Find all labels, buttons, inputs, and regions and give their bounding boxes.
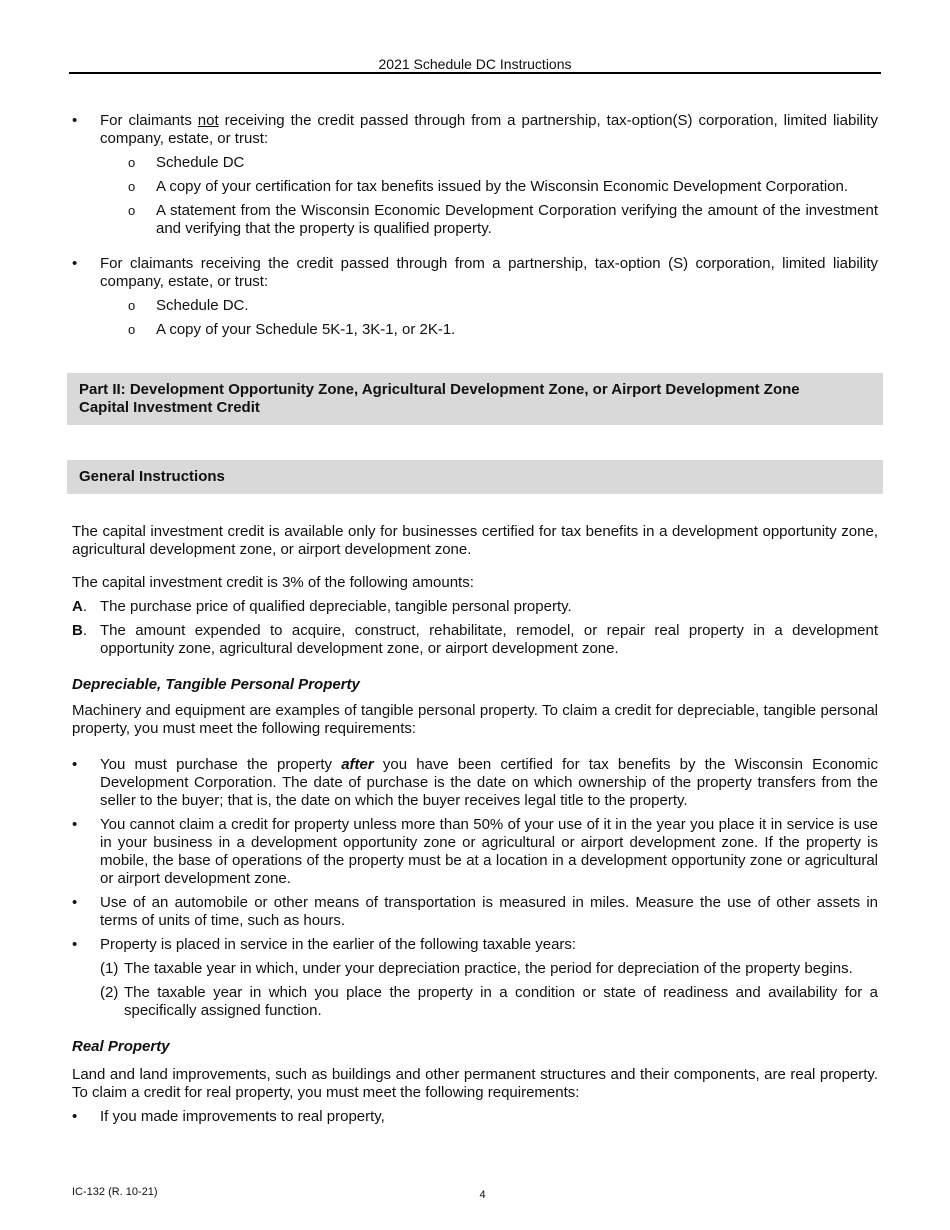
page-header-title: 2021 Schedule DC Instructions xyxy=(378,56,572,72)
bullet-dot: • xyxy=(72,112,78,129)
tangible-heading: Depreciable, Tangible Personal Property xyxy=(72,676,360,693)
circle-bullet: o xyxy=(128,155,136,170)
bullet-dot: • xyxy=(72,756,78,773)
general-para-1: The capital investment credit is available only for businesses certified for tax benefits in a development opportunity zone, agricultural development zone, or airport development zone. xyxy=(72,523,878,558)
real-property-heading: Real Property xyxy=(72,1038,170,1055)
bullet-dot: • xyxy=(72,936,78,953)
emphasis-not: not xyxy=(197,112,219,129)
header-rule xyxy=(69,72,881,74)
bullet-dot: • xyxy=(72,255,78,272)
real-property-intro: Land and land improvements, such as buildings and other permanent structures and their components, are real property. To claim a credit for real property, you must meet the following requirements: xyxy=(72,1066,878,1101)
general-instructions-heading: General Instructions xyxy=(67,460,883,494)
part2-heading: Part II: Development Opportunity Zone, Agricultural Development Zone, or Airport Development Zone Capital Investment Credit xyxy=(67,373,883,425)
tangible-bullet-1: • You must purchase the property after you have been certified for tax benefits by the Wisconsin Economic Development Corporation. The date of purchase is the date on which ownership of the property transfers from the seller to the buyer; that is, the date on which the buyer receives legal title to the property. xyxy=(72,756,878,809)
bullet-dot: • xyxy=(72,1108,78,1125)
item-a: A. The purchase price of qualified depreciable, tangible personal property. xyxy=(72,598,572,615)
tangible-bullet-3: • Use of an automobile or other means of transportation is measured in miles. Measure the use of other assets in terms of units of time, such as hours. xyxy=(72,894,878,929)
real-bullet-1: • If you made improvements to real property, xyxy=(72,1108,385,1125)
bullet-pass-through: • For claimants receiving the credit passed through from a partnership, tax-option (S) corporation, limited liability company, estate, or trust: xyxy=(72,255,878,290)
list-item: o A statement from the Wisconsin Economic Development Corporation verifying the amount of the investment and verifying that the property is qualified property. xyxy=(128,202,878,237)
bullet-dot: • xyxy=(72,894,78,911)
page-number: 4 xyxy=(479,1189,486,1201)
circle-bullet: o xyxy=(128,179,136,194)
form-number: IC-132 (R. 10-21) xyxy=(72,1186,158,1198)
circle-bullet: o xyxy=(128,322,136,337)
circle-bullet: o xyxy=(128,298,136,313)
bullet-dot: • xyxy=(72,816,78,833)
bullet-not-pass-through: • For claimants not receiving the credit passed through from a partnership, tax-option(S) corporation, limited liability company, estate, or trust: xyxy=(72,112,878,147)
general-para-2: The capital investment credit is 3% of the following amounts: xyxy=(72,574,474,591)
list-item: o A copy of your certification for tax benefits issued by the Wisconsin Economic Development Corporation. xyxy=(128,178,848,195)
numbered-item-1: (1) The taxable year in which, under your depreciation practice, the period for depreciation of the property begins. xyxy=(100,960,853,977)
list-item: o Schedule DC xyxy=(128,154,245,171)
item-b: B. The amount expended to acquire, construct, rehabilitate, remodel, or repair real property in a development opportunity zone, agricultural development zone, or airport development zone. xyxy=(72,622,878,657)
tangible-bullet-4: • Property is placed in service in the earlier of the following taxable years: xyxy=(72,936,577,953)
page-content xyxy=(72,112,878,1126)
emphasis-after: after xyxy=(341,756,374,773)
circle-bullet: o xyxy=(128,203,136,218)
tangible-bullet-2: • You cannot claim a credit for property unless more than 50% of your use of it in the year you place it in service is use in your business in a development opportunity zone or agricultural or airport development zone. If the property is mobile, the base of operations of the property must be at a location in a development opportunity zone or agricultural or airport development zone. xyxy=(72,816,878,887)
list-item: o A copy of your Schedule 5K-1, 3K-1, or 2K-1. xyxy=(128,321,456,338)
numbered-item-2: (2) The taxable year in which you place the property in a condition or state of readiness and availability for a specifically assigned function. xyxy=(100,984,878,1019)
tangible-intro: Machinery and equipment are examples of tangible personal property. To claim a credit for depreciable, tangible personal property, you must meet the following requirements: xyxy=(72,702,878,737)
list-item: o Schedule DC. xyxy=(128,297,249,314)
